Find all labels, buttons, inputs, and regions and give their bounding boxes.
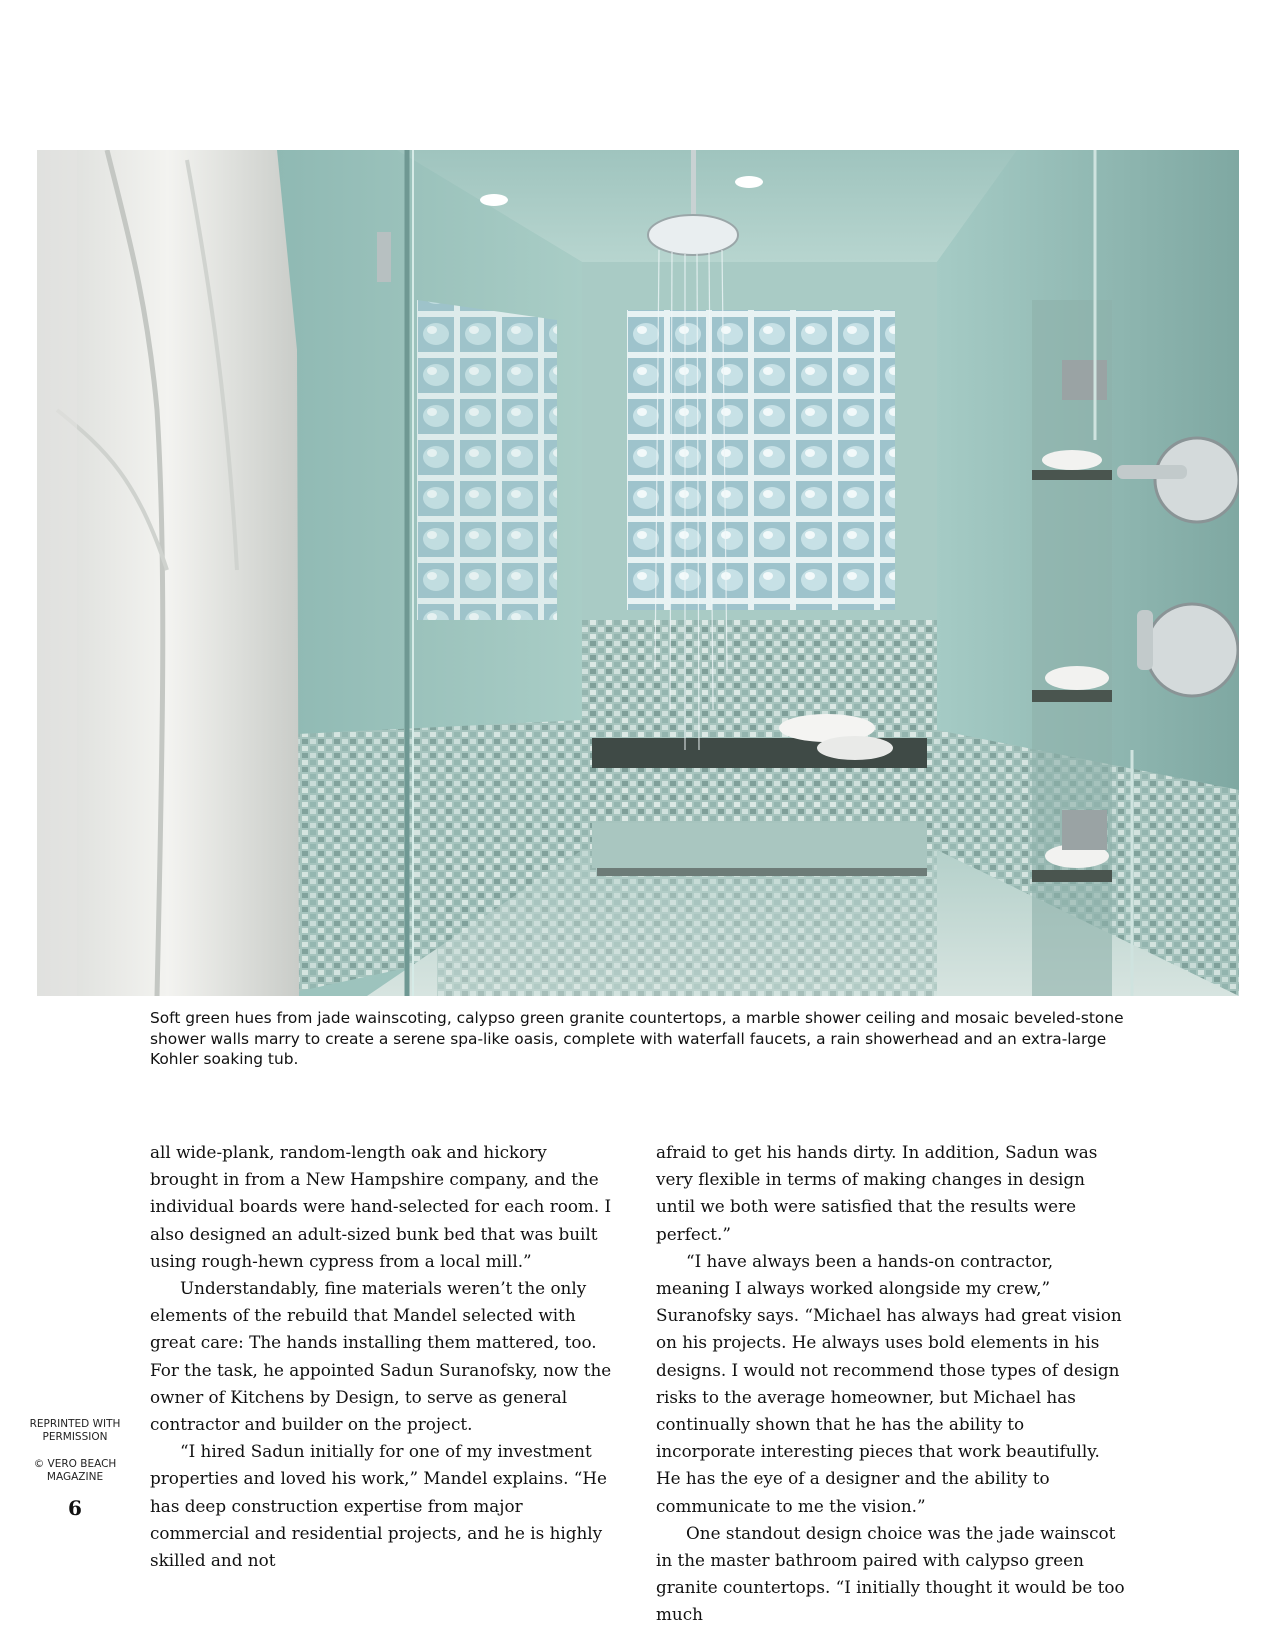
article-column-right	[656, 1139, 1126, 1629]
photo-caption: Soft green hues from jade wainscoting, calypso green granite countertops, a marble shower ceiling and mosaic beveled-stone shower walls marry to create a serene spa-like oasis, complete with waterfall faucets, a rain showerhead and an extra-large Kohler soaking tub.	[150, 1009, 1124, 1068]
paragraph: “I hired Sadun initially for one of my investment properties and loved his work,” Mandel explains. “He has deep construction expertise from major commercial and residential projects, and he is highly skilled and not	[150, 1441, 607, 1571]
paragraph: “I have always been a hands-on contractor, meaning I always worked alongside my crew,” Suranofsky says. “Michael has always had great vision on his projects. He always uses bold elements in his designs. I would not recommend those types of design risks to the average homeowner, but Michael has continually shown that he has the ability to incorporate interesting pieces that work beautifully. He has the eye of a designer and the ability to communicate to me the vision.”	[656, 1250, 1122, 1516]
page-number: 6	[68, 1496, 82, 1520]
reprint-permission: REPRINTED WITH PERMISSION	[29, 1418, 121, 1443]
copyright-notice: © VERO BEACH MAGAZINE	[33, 1458, 117, 1483]
paragraph: all wide-plank, random-length oak and hickory brought in from a New Hampshire company, and the individual boards were hand-selected for each room. I also designed an adult-sized bunk bed that was built using rough-hewn cypress from a local mill.”	[150, 1142, 612, 1271]
shower-photo	[37, 150, 1239, 996]
reprint-notice	[22, 1418, 128, 1484]
paragraph: Understandably, fine materials weren’t the only elements of the rebuild that Mandel selected with great care: The hands installing them mattered, too. For the task, he appointed Sadun Suranofsky, now the owner of Kitchens by Design, to serve as general contractor and builder on the project.	[150, 1278, 612, 1435]
paragraph: One standout design choice was the jade wainscot in the master bathroom paired with calypso green granite countertops. “I initially thought it would be too much	[656, 1522, 1125, 1625]
paragraph: afraid to get his hands dirty. In addition, Sadun was very flexible in terms of making changes in design until we both were satisfied that the results were perfect.”	[656, 1142, 1098, 1244]
article-column-left	[150, 1139, 620, 1574]
